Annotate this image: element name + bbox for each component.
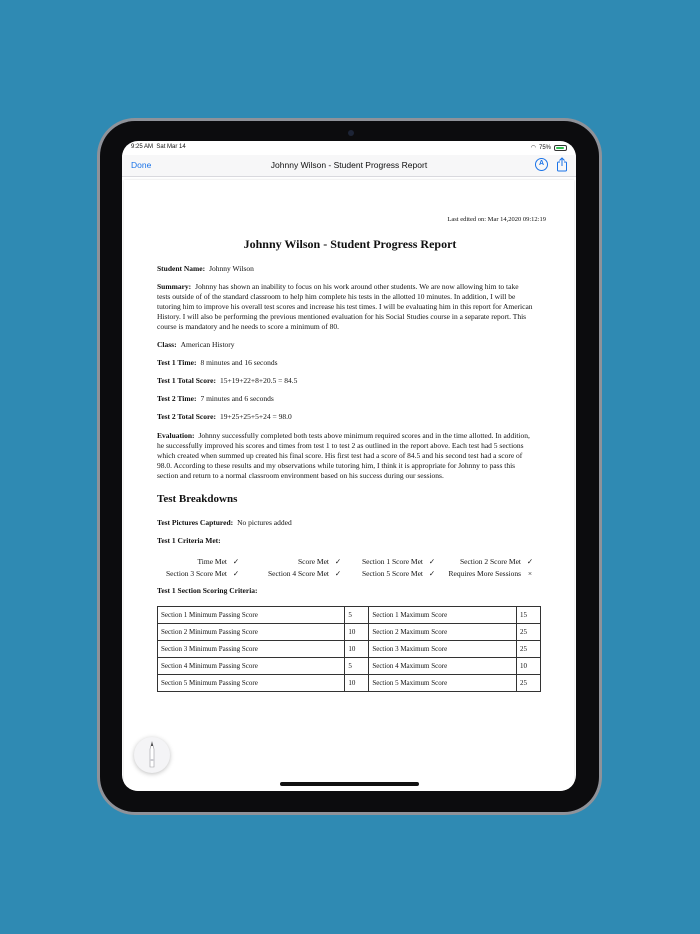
- front-camera: [348, 130, 354, 136]
- min-value-cell: 10: [345, 675, 369, 692]
- test1-time-row: [157, 358, 543, 368]
- criteria-label: Test 1 Criteria Met:: [157, 536, 221, 545]
- done-button[interactable]: Done: [131, 160, 152, 170]
- student-name-label: Student Name:: [157, 264, 206, 273]
- status-right: [531, 144, 567, 151]
- table-row: [158, 641, 541, 658]
- summary-label: Summary:: [157, 282, 192, 291]
- student-name-row: [157, 264, 543, 274]
- check-icon: ✓: [232, 557, 240, 566]
- check-icon: ✓: [334, 569, 342, 578]
- table-row: [158, 658, 541, 675]
- class-row: [157, 340, 543, 350]
- markup-icon[interactable]: A: [535, 158, 548, 171]
- table-row: [158, 624, 541, 641]
- device-screen: [122, 141, 576, 791]
- pencil-icon: [134, 737, 170, 773]
- test1-time: 8 minutes and 16 seconds: [200, 358, 278, 367]
- report-document[interactable]: [124, 180, 574, 791]
- criteria-item: Time Met ✓: [197, 557, 240, 566]
- nav-title: Johnny Wilson - Student Progress Report: [270, 160, 428, 170]
- min-label-cell: Section 1 Minimum Passing Score: [158, 607, 345, 624]
- criteria-item: Section 2 Score Met ✓: [459, 557, 534, 566]
- scoring-table: [157, 606, 541, 692]
- pictures-row: [157, 518, 543, 528]
- criteria-item: Section 4 Score Met ✓: [267, 569, 342, 578]
- max-label-cell: Section 4 Maximum Score: [369, 658, 517, 675]
- check-icon: ✓: [428, 569, 436, 578]
- min-value-cell: 5: [345, 607, 369, 624]
- summary-line-5: course is mandatory and he needs to score a minimum of 80.: [157, 322, 340, 331]
- evaluation-line-2: he successfully improved his scores and times from test 1 to test 2 as outlined in the report above. Each test had 5 sections: [157, 441, 524, 450]
- summary-line-3: tutoring him to improve his overall test scores and increase his test times. I will be evaluating him in this report for American: [157, 302, 533, 311]
- evaluation-line-1: Evaluation: Johnny successfully completed both tests above minimum required scores and in the time allotted. In addition,: [157, 431, 530, 440]
- share-icon[interactable]: [556, 157, 568, 172]
- criteria-item: Section 1 Score Met ✓: [361, 557, 436, 566]
- evaluation-block: [157, 431, 543, 481]
- test2-score: 19+25+25+5+24 = 98.0: [219, 412, 292, 421]
- summary-line-1: Summary: Johnny has shown an inability to focus on his work around other students. We are now allowing him to take: [157, 282, 519, 291]
- wifi-icon: ◠: [530, 145, 536, 151]
- test2-time-label: Test 2 Time:: [157, 394, 197, 403]
- test1-score-row: [157, 376, 543, 386]
- min-label-cell: Section 2 Minimum Passing Score: [158, 624, 345, 641]
- max-label-cell: Section 3 Maximum Score: [369, 641, 517, 658]
- check-icon: ✓: [428, 557, 436, 566]
- summary-line-4: History. I will also be performing the previous mentioned evaluation for his Social Studies course in a separate report. This: [157, 312, 527, 321]
- criteria-item: Section 5 Score Met ✓: [361, 569, 436, 578]
- pictures-label: Test Pictures Captured:: [157, 518, 234, 527]
- max-value-cell: 25: [517, 641, 541, 658]
- min-value-cell: 10: [345, 624, 369, 641]
- cross-icon: ×: [527, 569, 533, 578]
- max-label-cell: Section 1 Maximum Score: [369, 607, 517, 624]
- battery-icon: [554, 145, 567, 151]
- pictures-value: No pictures added: [237, 518, 292, 527]
- max-value-cell: 25: [517, 624, 541, 641]
- status-bar: [122, 141, 576, 155]
- status-time: 9:25 AM Sat Mar 14: [131, 144, 186, 150]
- test2-time-row: [157, 394, 543, 404]
- min-value-cell: 10: [345, 641, 369, 658]
- nav-bar: [122, 155, 576, 177]
- max-label-cell: Section 2 Maximum Score: [369, 624, 517, 641]
- test2-time: 7 minutes and 6 seconds: [200, 394, 274, 403]
- report-title: Johnny Wilson - Student Progress Report: [243, 237, 457, 251]
- check-icon: ✓: [334, 557, 342, 566]
- class-value: American History: [180, 340, 235, 349]
- battery-percent: 75%: [538, 144, 551, 151]
- max-value-cell: 25: [517, 675, 541, 692]
- class-label: Class:: [157, 340, 177, 349]
- summary-block: [157, 282, 543, 332]
- home-indicator[interactable]: [280, 782, 419, 786]
- scoring-label: Test 1 Section Scoring Criteria:: [157, 586, 258, 595]
- breakdowns-heading: Test Breakdowns: [157, 493, 238, 505]
- student-name: Johnny Wilson: [209, 264, 254, 273]
- check-icon: ✓: [526, 557, 534, 566]
- test1-time-label: Test 1 Time:: [157, 358, 197, 367]
- max-value-cell: 10: [517, 658, 541, 675]
- test2-score-row: [157, 412, 543, 422]
- max-label-cell: Section 5 Maximum Score: [369, 675, 517, 692]
- min-label-cell: Section 5 Minimum Passing Score: [158, 675, 345, 692]
- pencil-tool-button[interactable]: [134, 737, 170, 773]
- criteria-item: Score Met ✓: [297, 557, 342, 566]
- evaluation-line-5: section and return to a normal classroom environment based on his success during our sessions.: [157, 471, 444, 480]
- criteria-item: Requires More Sessions ×: [439, 569, 535, 578]
- min-label-cell: Section 3 Minimum Passing Score: [158, 641, 345, 658]
- table-row: [158, 675, 541, 692]
- test1-score: 15+19+22+8+20.5 = 84.5: [219, 376, 298, 385]
- test1-score-label: Test 1 Total Score:: [157, 376, 216, 385]
- table-row: [158, 607, 541, 624]
- evaluation-line-3: which created when summed up created his final score. His first test had a score of 84.5 and his second test had a score of: [157, 451, 523, 460]
- summary-line-2: tests outside of of the standard classroom to help him complete his tests in the allotted 10 minutes. In addition, I will be: [157, 292, 516, 301]
- evaluation-label: Evaluation:: [157, 431, 195, 440]
- max-value-cell: 15: [517, 607, 541, 624]
- evaluation-line-4: 98.0. According to these results and my observations while tutoring him, I think it is appropriate for Johnny to pass this: [157, 461, 516, 470]
- min-label-cell: Section 4 Minimum Passing Score: [158, 658, 345, 675]
- last-edited: Last edited on: Mar 14,2020 09:12:19: [447, 216, 546, 223]
- test2-score-label: Test 2 Total Score:: [157, 412, 216, 421]
- criteria-item: Section 3 Score Met ✓: [165, 569, 240, 578]
- min-value-cell: 5: [345, 658, 369, 675]
- check-icon: ✓: [232, 569, 240, 578]
